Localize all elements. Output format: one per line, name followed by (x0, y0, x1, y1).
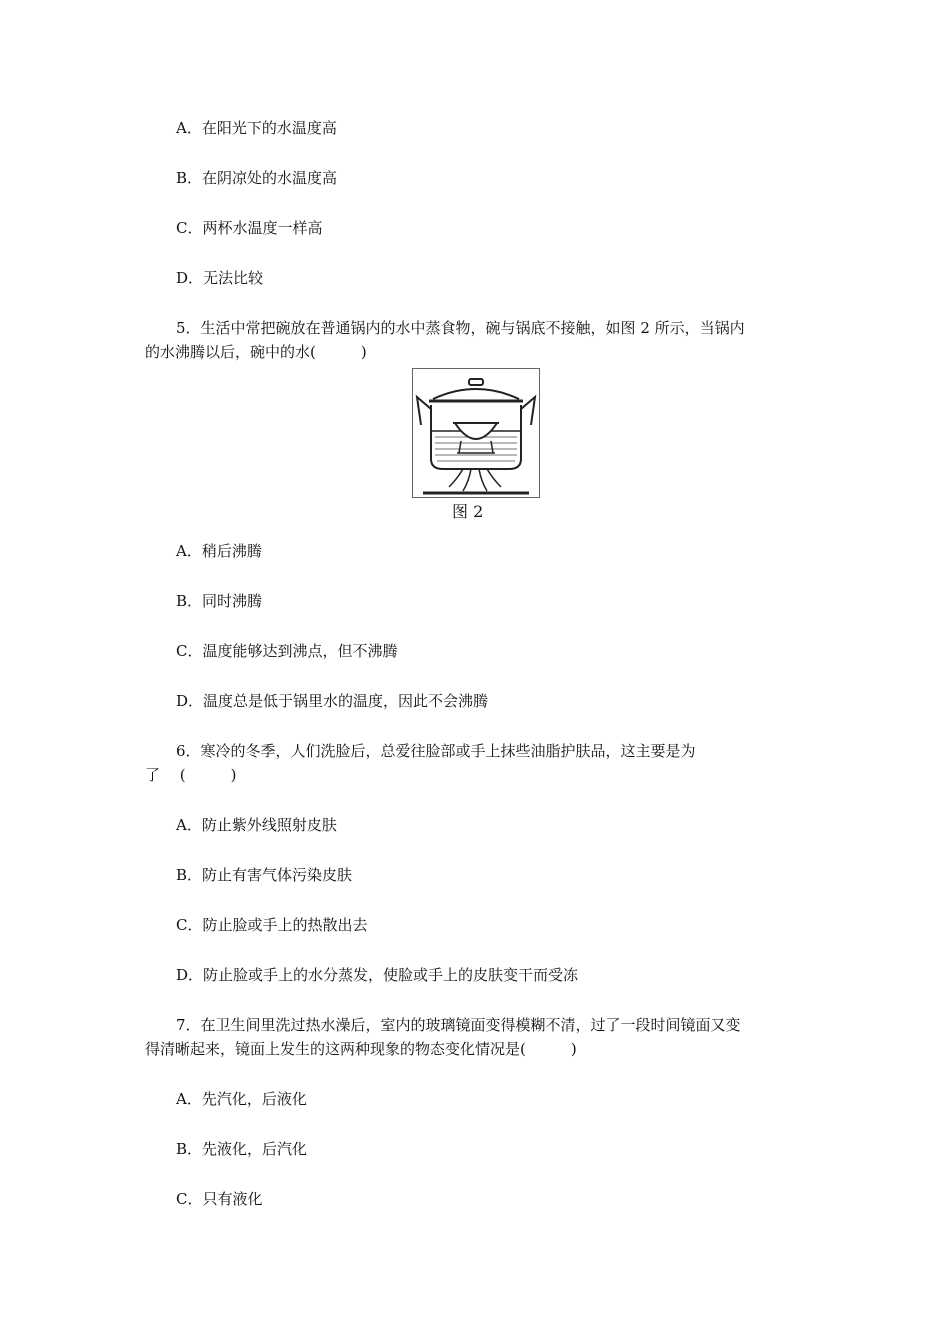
q6-option-c: C．防止脸或手上的热散出去 (176, 916, 368, 934)
figure-caption: 图 2 (452, 502, 484, 521)
figure-2-steamer-pot (412, 368, 540, 498)
q6-option-d: D．防止脸或手上的水分蒸发，使脸或手上的皮肤变干而受冻 (176, 966, 579, 984)
q7-option-c: C．只有液化 (176, 1190, 263, 1208)
steamer-pot-illustration (413, 369, 539, 497)
q4-option-c: C．两杯水温度一样高 (176, 219, 323, 237)
q4-option-b: B．在阴凉处的水温度高 (176, 169, 338, 187)
q6-option-a: A．防止紫外线照射皮肤 (176, 816, 337, 834)
q5-stem-line2: 的水沸腾以后，碗中的水( ) (145, 343, 367, 361)
q5-option-c: C．温度能够达到沸点，但不沸腾 (176, 642, 398, 660)
q4-option-d: D．无法比较 (176, 269, 264, 287)
q4-option-a: A．在阳光下的水温度高 (176, 119, 337, 137)
q5-option-a: A．稍后沸腾 (176, 542, 262, 560)
q6-stem-line1: 6．寒冷的冬季，人们洗脸后，总爱往脸部或手上抹些油脂护肤品，这主要是为 (176, 742, 696, 760)
q5-option-d: D．温度总是低于锅里水的温度，因此不会沸腾 (176, 692, 489, 710)
q6-option-b: B．防止有害气体污染皮肤 (176, 866, 353, 884)
q5-stem-line1: 5．生活中常把碗放在普通锅内的水中蒸食物，碗与锅底不接触，如图 2 所示，当锅内 (176, 319, 745, 337)
q7-option-a: A．先汽化，后液化 (176, 1090, 307, 1108)
q7-stem-line1: 7．在卫生间里洗过热水澡后，室内的玻璃镜面变得模糊不清，过了一段时间镜面又变 (176, 1016, 741, 1034)
q7-option-b: B．先液化，后汽化 (176, 1140, 308, 1158)
q6-stem-line2: 了 ( ) (145, 766, 237, 784)
q7-stem-line2: 得清晰起来，镜面上发生的这两种现象的物态变化情况是( ) (145, 1040, 577, 1058)
q5-option-b: B．同时沸腾 (176, 592, 263, 610)
